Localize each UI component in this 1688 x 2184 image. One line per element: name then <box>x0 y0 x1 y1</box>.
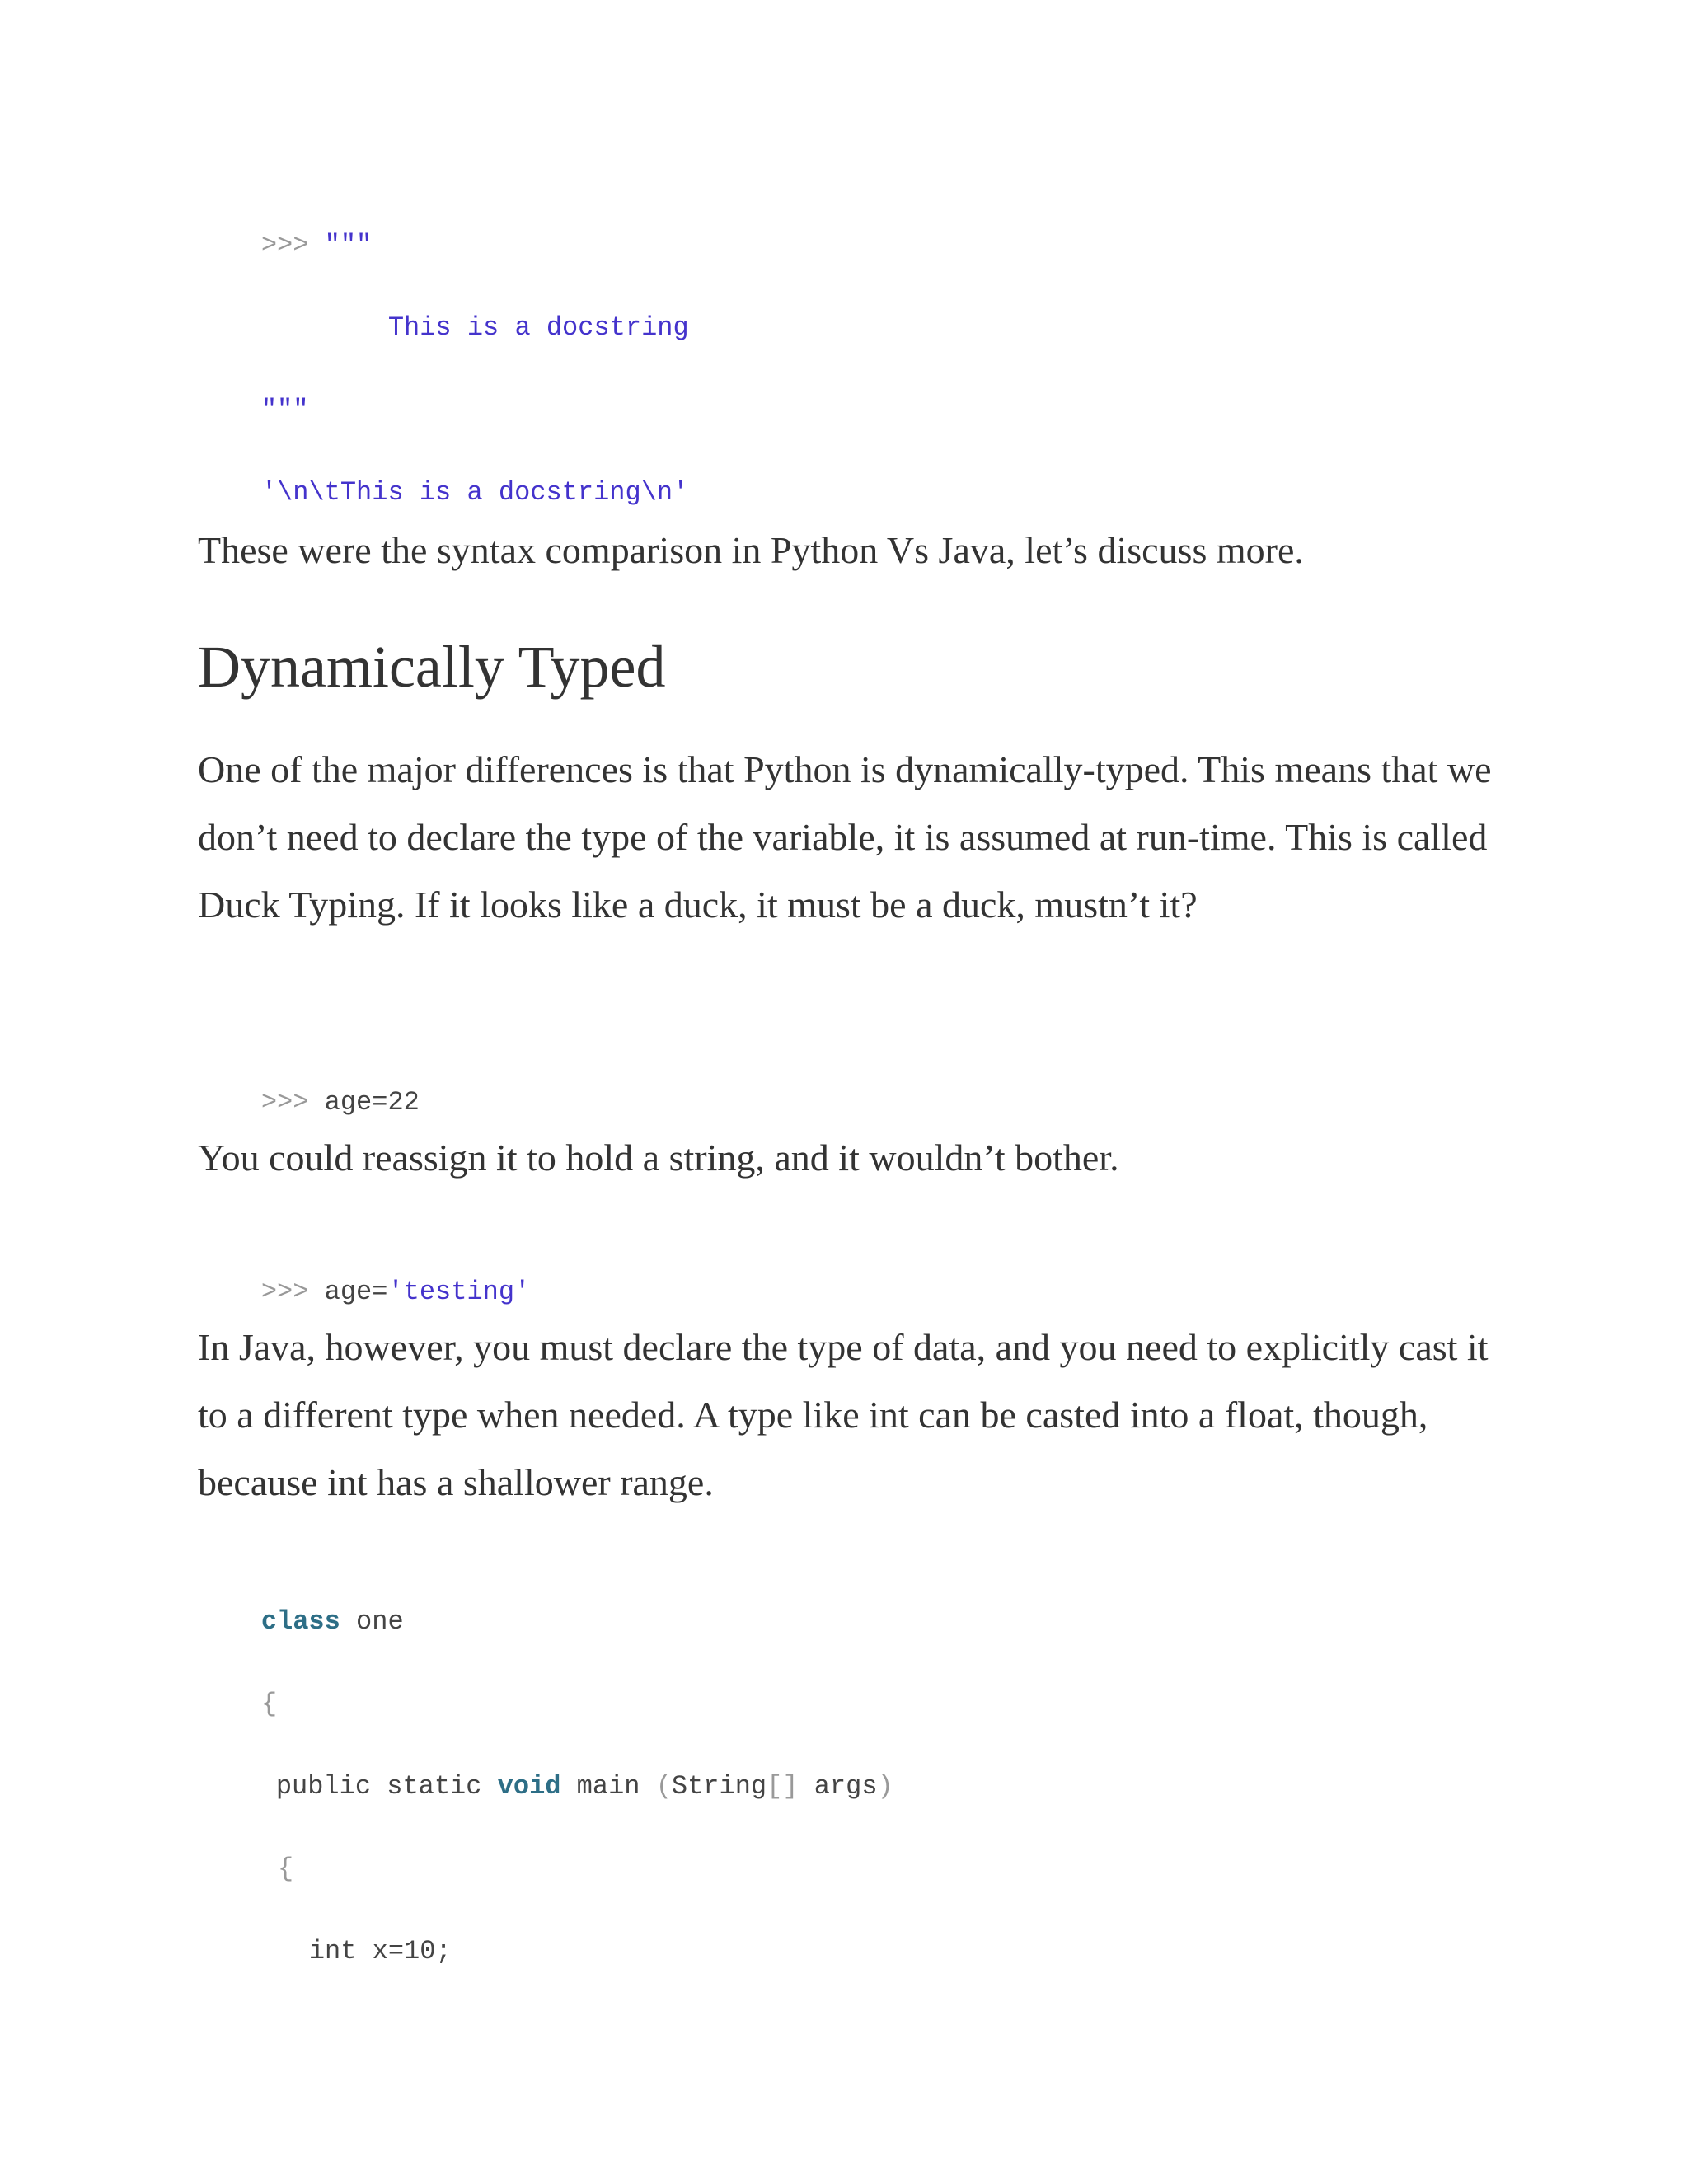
brace: { <box>260 1689 278 1719</box>
param-type: String <box>671 1771 767 1802</box>
paragraph-dynamic-typing: One of the major differences is that Python is dynamically-typed. This means that we don’t need to declare the type of the variable, it is assumed at run-time. This is called Duck Typing. If it looks like a duck, it must be a duck, mustn’t it? <box>198 748 1492 926</box>
string-literal: This is a docstring <box>387 312 689 343</box>
prompt: >>> <box>260 1087 309 1118</box>
modifiers: public static <box>275 1771 482 1802</box>
section-heading: Dynamically Typed <box>198 634 666 700</box>
code-text: age=22 <box>324 1087 420 1118</box>
code-text: age= <box>324 1277 388 1307</box>
keyword: class <box>260 1606 340 1637</box>
paren: ) <box>877 1771 893 1802</box>
code-line-main <box>213 1737 893 1836</box>
code-text: int x=10; <box>308 1936 452 1966</box>
string-literal: '\n\tThis is a docstring\n' <box>260 477 689 508</box>
method-name: main <box>576 1771 640 1802</box>
paragraph-java-types: In Java, however, you must declare the type of data, and you need to explicitly cast it to a different type when needed. A type like int can be casted into a float, though, because int has a shallower range. <box>198 1326 1489 1503</box>
paren: ( <box>655 1771 672 1802</box>
prompt: >>> <box>260 1277 309 1307</box>
keyword: void <box>497 1771 561 1802</box>
param-name: args <box>814 1771 878 1802</box>
paragraph-reassign: You could reassign it to hold a string, and it wouldn’t bother. <box>198 1137 1119 1179</box>
brackets: [] <box>767 1771 799 1802</box>
code-line-decl <box>246 1902 452 2001</box>
prompt: >>> <box>260 230 309 260</box>
class-name: one <box>356 1606 404 1637</box>
paragraph-syntax-comparison: These were the syntax comparison in Python Vs Java, let’s discuss more. <box>198 529 1304 571</box>
string-literal: """ <box>260 395 309 425</box>
brace: { <box>277 1854 294 1884</box>
code-line-docstring-body <box>325 279 689 377</box>
string-literal: 'testing' <box>387 1277 531 1307</box>
string-literal: """ <box>324 230 373 260</box>
